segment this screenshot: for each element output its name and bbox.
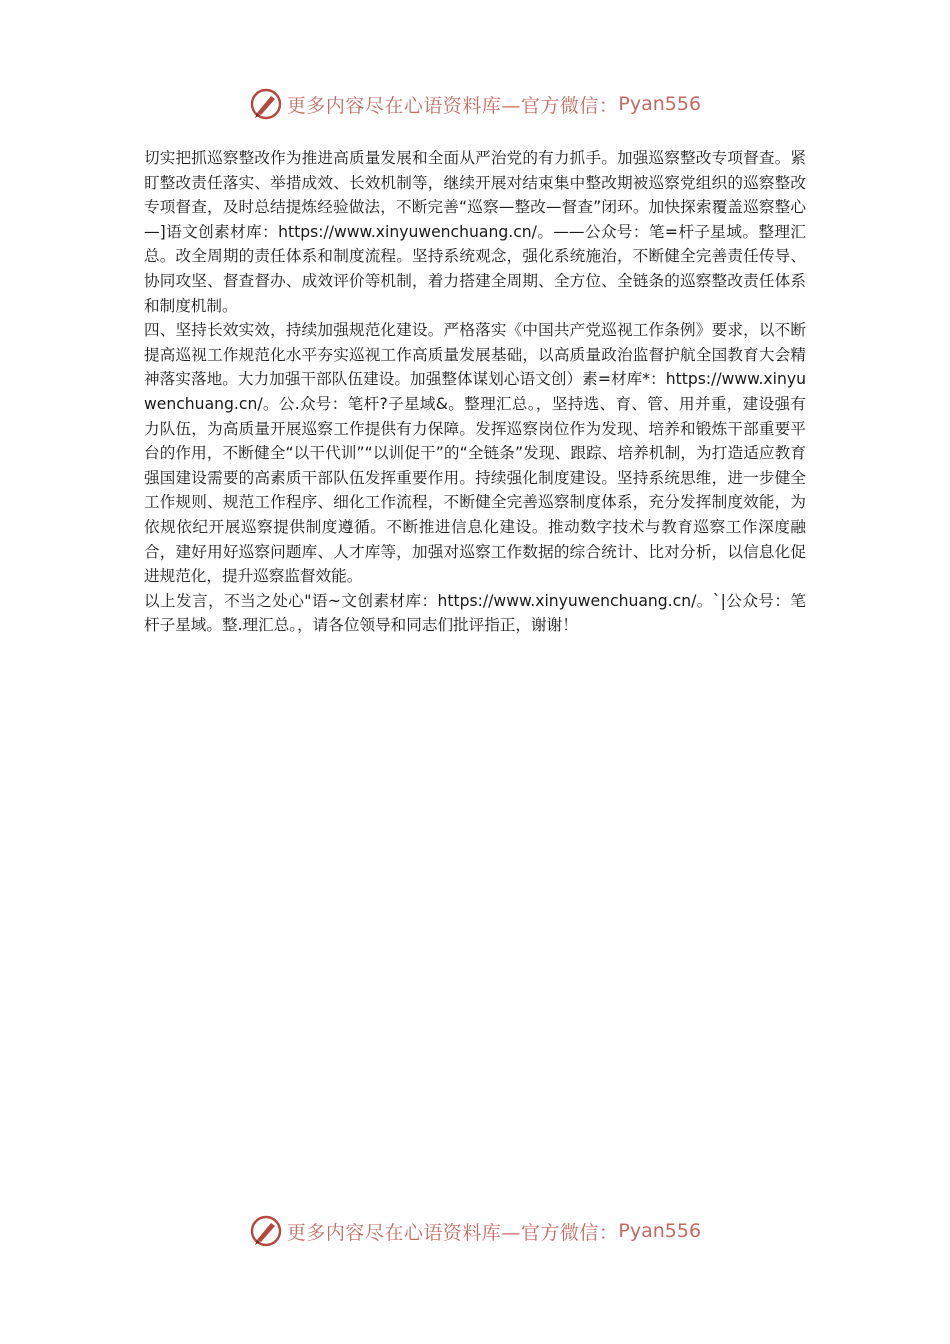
pen-logo-icon bbox=[249, 1214, 283, 1248]
header-banner-text: 更多内容尽在心语资料库—官方微信： bbox=[286, 94, 619, 117]
footer-banner bbox=[0, 1211, 950, 1251]
header-banner bbox=[0, 84, 950, 124]
pen-logo-icon bbox=[249, 87, 283, 121]
paragraph: 以上发言，不当之处心"语~文创素材库：https://www.xinyuwenchuang.cn/。`|公众号：笔杆子星域。整.理汇总。，请各位领导和同志们批评指正，谢谢！ bbox=[144, 591, 806, 635]
footer-wechat-id: Pyan556 bbox=[618, 1220, 702, 1242]
footer-banner-text: 更多内容尽在心语资料库—官方微信： bbox=[286, 1221, 619, 1244]
paragraph: 四、坚持长效实效，持续加强规范化建设。严格落实《中国共产党巡视工作条例》要求，以不断提高巡视工作规范化水平夯实巡视工作高质量发展基础，以高质量政治监督护航全国教育大会精神落实落地。大力加强干部队伍建设。加强整体谋划心语文创）素=材库*：https://www.xinyuwenchuang.cn/。公.众号：笔杆?子星域&。整理汇总。，坚持选、育、管、用并重，建设强有力队伍，为高质量开展巡察工作提供有力保障。发挥巡察岗位作为发现、培养和锻炼干部重要平台的作用，不断健全“以干代训”“以训促干”的“全链条”发现、跟踪、培养机制，为打造适应教育强国建设需要的高素质干部队伍发挥重要作用。持续强化制度建设。坚持系统思维，进一步健全工作规则、规范工作程序、细化工作流程，不断健全完善巡察制度体系，充分发挥制度效能，为依规依纪开展巡察提供制度遵循。不断推进信息化建设。推动数字技术与教育巡察工作深度融合，建好用好巡察问题库、人才库等，加强对巡察工作数据的综合统计、比对分析，以信息化促进规范化，提升巡察监督效能。 bbox=[144, 321, 806, 586]
paragraph: 切实把抓巡察整改作为推进高质量发展和全面从严治党的有力抓手。加强巡察整改专项督查。紧盯整改责任落实、举措成效、长效机制等，继续开展对结束集中整改期被巡察党组织的巡察整改专项督查，及时总结提炼经验做法，不断完善“巡察—整改—督查”闭环。加快探索覆盖巡察整心—]语文创素材库：https://www.xinyuwenchuang.cn/。——公众号：笔=杆子星域。整理汇总。改全周期的责任体系和制度流程。坚持系统观念，强化系统施治，不断健全完善责任传导、协同攻坚、督查督办、成效评价等机制，着力搭建全周期、全方位、全链条的巡察整改责任体系和制度机制。 bbox=[144, 149, 806, 315]
header-wechat-id: Pyan556 bbox=[618, 93, 702, 115]
document-body bbox=[144, 146, 806, 638]
